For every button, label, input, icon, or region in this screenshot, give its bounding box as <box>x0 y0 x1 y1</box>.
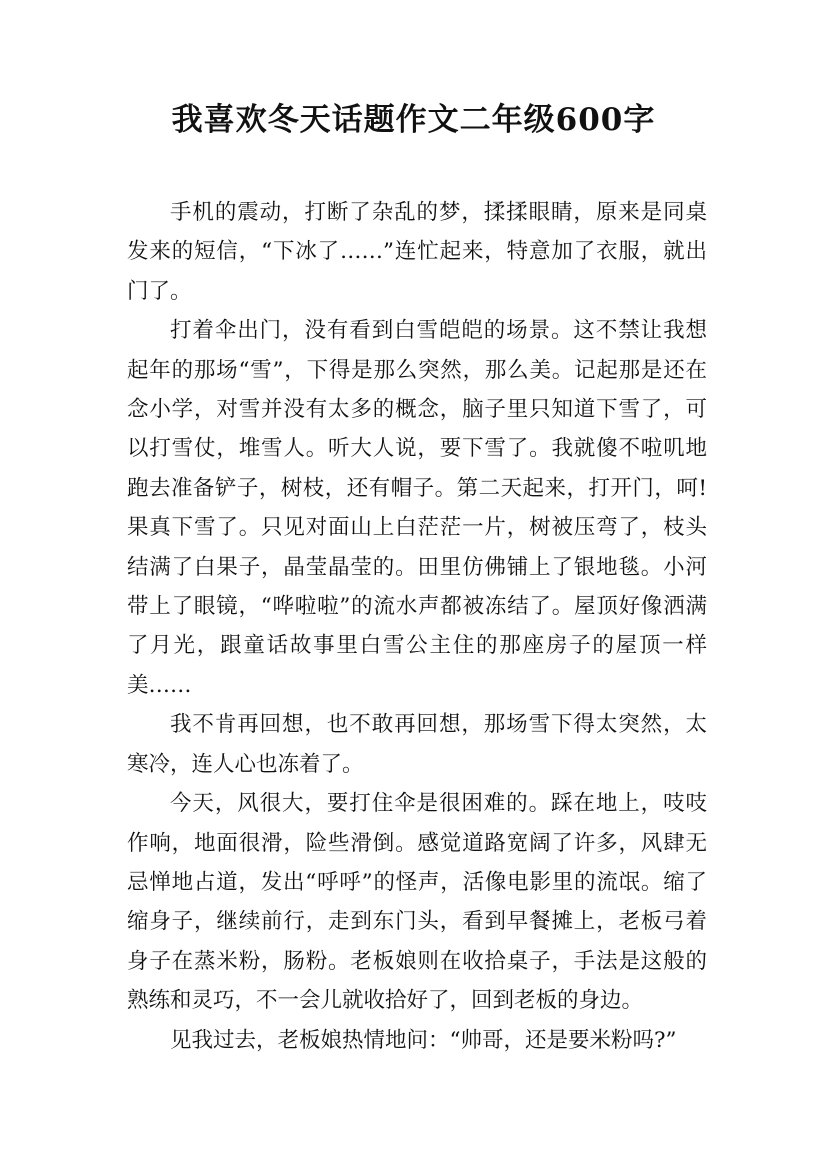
paragraph-4: 今天，风很大，要打住伞是很困难的。踩在地上，吱吱作响，地面很滑，险些滑倒。感觉道路宽阔了许多，风肆无忌惮地占道，发出“呼呼”的怪声，活像电影里的流氓。缩了缩身子，继续前行，走到东门头，看到早餐摊上，老板弓着身子在蒸米粉，肠粉。老板娘则在收拾桌子，手法是这般的熟练和灵巧，不一会儿就收拾好了，回到老板的身边。 <box>127 791 707 1014</box>
paragraph-1: 手机的震动，打断了杂乱的梦，揉揉眼睛，原来是同桌发来的短信，“下冰了……”连忙起来，特意加了衣服，就出门了。 <box>127 200 707 304</box>
paragraph-2: 打着伞出门，没有看到白雪皑皑的场景。这不禁让我想起年的那场“雪”，下得是那么突然，那么美。记起那是还在念小学，对雪并没有太多的概念，脑子里只知道下雪了，可以打雪仗，堆雪人。听大人说，要下雪了。我就傻不啦叽地跑去准备铲子，树枝，还有帽子。第二天起来，打开门，呵!果真下雪了。只见对面山上白茫茫一片，树被压弯了，枝头结满了白果子，晶莹晶莹的。田里仿佛铺上了银地毯。小河带上了眼镜，“哗啦啦”的流水声都被冻结了。屋顶好像洒满了月光，跟童话故事里白雪公主住的那座房子的屋顶一样美…… <box>127 318 707 698</box>
document-body <box>127 193 707 1060</box>
document-title: 我喜欢冬天话题作文二年级600字 <box>171 102 656 138</box>
paragraph-5: 见我过去，老板娘热情地问：“帅哥，还是要米粉吗?” <box>170 1027 677 1053</box>
paragraph-3: 我不肯再回想，也不敢再回想，那场雪下得太突然，太寒冷，连人心也冻着了。 <box>127 712 707 777</box>
